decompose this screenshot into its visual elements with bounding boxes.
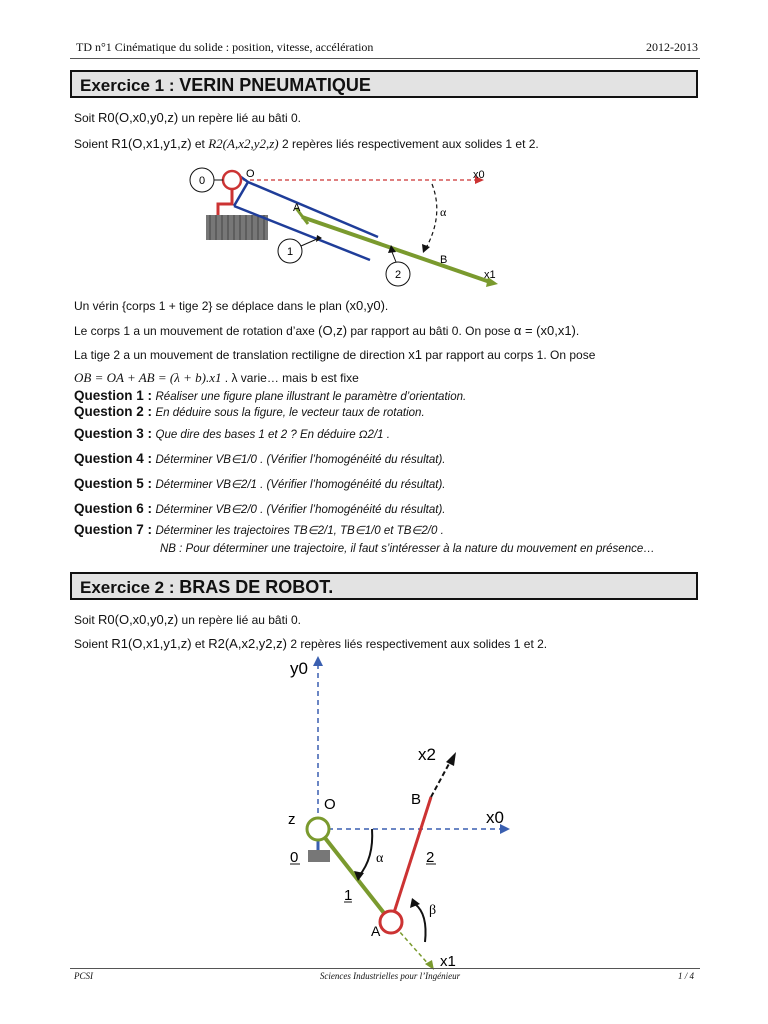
ex1-l1-pre: Soit	[74, 111, 99, 125]
question-6-text: Déterminer VB∈2/0 . (Vérifier l’homogénéité du résultat).	[155, 504, 446, 516]
alpha-arc	[426, 184, 437, 248]
ex2-frame-r1: R1(O,x1,y1,z)	[111, 636, 192, 651]
ex1-frame-line-1	[74, 110, 301, 125]
question-3-label: Question 3 :	[74, 426, 153, 441]
exercise-2-title: BRAS DE ROBOT.	[179, 577, 334, 597]
question-1	[74, 388, 466, 403]
ex1-p3-math: x1	[408, 347, 422, 362]
fig2-label-beta: β	[429, 903, 437, 918]
fig2-label-B: B	[411, 791, 422, 808]
ex1-p1-post: .	[384, 299, 389, 313]
ex1-p3-post: par rapport au corps 1. On pose	[421, 348, 596, 362]
fig1-label-1: 1	[286, 246, 294, 258]
ex1-paragraph-3	[74, 347, 595, 362]
fig1-label-B: B	[440, 254, 448, 266]
question-2-text: En déduire sous la figure, le vecteur taux de rotation.	[155, 407, 425, 419]
verin-figure	[170, 160, 510, 295]
pivot-support	[218, 188, 232, 215]
fig2-label-alpha: α	[376, 851, 384, 866]
fig1-label-2: 2	[394, 269, 402, 281]
base-block	[206, 215, 268, 240]
fig1-label-alpha: α	[440, 205, 447, 219]
ex1-frame-r0: R0(O,x0,y0,z)	[98, 110, 179, 125]
question-6-label: Question 6 :	[74, 501, 153, 516]
x2-axis	[431, 762, 450, 797]
ex1-p2-post: .	[575, 324, 580, 338]
fig2-label-A: A	[371, 923, 381, 939]
ex1-l2-post: 2 repères liés respectivement aux solides 1 et 2.	[278, 137, 539, 151]
footer-rule	[70, 968, 700, 969]
question-5-text: Déterminer VB∈2/1 . (Vérifier l’homogénéité du résultat).	[155, 479, 446, 491]
fig2-label-x1: x1	[440, 953, 456, 970]
question-3	[74, 426, 390, 441]
fig1-label-x0: x0	[473, 169, 485, 181]
ex2-l1-pre: Soit	[74, 613, 99, 627]
ex1-p2-math: (O,z)	[318, 323, 348, 338]
question-2	[74, 404, 425, 419]
ex1-p3-pre: La tige 2 a un mouvement de translation rectiligne de direction	[74, 348, 409, 362]
y0-arrowhead	[313, 656, 323, 666]
question-4-text: Déterminer VB∈1/0 . (Vérifier l’homogénéité du résultat).	[155, 454, 446, 466]
exercise-1-label: Exercice 1 :	[80, 76, 175, 95]
header-rule	[70, 58, 700, 59]
fig2-label-y0: y0	[290, 659, 308, 678]
note-nb: NB : Pour déterminer une trajectoire, il faut s’intéresser à la nature du mouvement en présence…	[160, 543, 655, 555]
fig2-label-x2: x2	[418, 745, 436, 764]
ex2-frame-r0: R0(O,x0,y0,z)	[98, 612, 179, 627]
ex1-paragraph-1	[74, 298, 388, 313]
page-header	[76, 40, 698, 56]
ex1-l2-pre: Soient	[74, 137, 112, 151]
joint-O	[307, 818, 329, 840]
footer-subject: Sciences Industrielles pour l’Ingénieur	[319, 971, 461, 981]
exercise-2-title-box	[70, 572, 698, 600]
arm-1	[318, 829, 391, 922]
exercise-2-label: Exercice 2 :	[80, 578, 175, 597]
ex2-frame-line-2	[74, 636, 547, 651]
ex1-p1-pre: Un vérin {corps 1 + tige 2} se déplace dans le plan	[74, 299, 346, 313]
question-6	[74, 501, 445, 516]
pivot-O	[223, 171, 241, 189]
robot-arm-figure	[270, 652, 540, 970]
ex1-l2-mid: et	[191, 137, 209, 151]
question-1-text: Réaliser une figure plane illustrant le paramètre d’orientation.	[155, 391, 467, 403]
ex1-paragraph-2	[74, 323, 579, 338]
ex2-l1-post: un repère lié au bâti 0.	[178, 613, 301, 627]
beta-arc	[415, 904, 426, 942]
ex1-frame-line-2	[74, 136, 539, 152]
fig2-label-O: O	[324, 796, 336, 813]
question-1-label: Question 1 :	[74, 388, 153, 403]
ex1-p4-math: OB = OA + AB = (λ + b).x1	[74, 370, 222, 385]
robot-base	[308, 850, 330, 862]
ex1-frame-r1: R1(O,x1,y1,z)	[111, 136, 192, 151]
header-year: 2012-2013	[646, 40, 698, 54]
ex1-p2-math2: α = (x0,x1)	[513, 323, 576, 338]
fig2-label-0: 0	[290, 849, 299, 866]
ex2-l2-pre: Soient	[74, 637, 112, 651]
fig2-label-2: 2	[426, 849, 435, 866]
question-3-text: Que dire des bases 1 et 2 ? En déduire Ω2/1 .	[155, 429, 390, 441]
exercise-1-title: VERIN PNEUMATIQUE	[179, 75, 371, 95]
ex2-l2-mid: et	[191, 637, 209, 651]
exercise-1-title-box	[70, 70, 698, 98]
question-4	[74, 451, 445, 466]
footer-page-number: 1 / 4	[677, 971, 694, 981]
ex1-p1-math: (x0,y0)	[345, 298, 385, 313]
question-2-label: Question 2 :	[74, 404, 153, 419]
fig1-label-O: O	[246, 168, 255, 180]
header-title: TD n°1 Cinématique du solide : position, vitesse, accélération	[76, 40, 374, 54]
x2-arrowhead	[446, 752, 456, 766]
ex1-p4-post: . λ varie… mais b est fixe	[221, 371, 359, 385]
ex2-l2-post: 2 repères liés respectivement aux solides 1 et 2.	[286, 637, 548, 651]
ex1-frame-r2: R2(A,x2,y2,z)	[208, 136, 279, 151]
ex1-paragraph-4	[74, 370, 359, 386]
ex1-p2-mid: par rapport au bâti 0. On pose	[347, 324, 514, 338]
fig1-label-x1: x1	[484, 269, 496, 281]
footer-class: PCSI	[74, 971, 93, 981]
fig2-label-x0: x0	[486, 808, 504, 827]
question-4-label: Question 4 :	[74, 451, 153, 466]
fig1-label-0: 0	[198, 175, 206, 187]
question-5	[74, 476, 445, 491]
ex1-l1-post: un repère lié au bâti 0.	[178, 111, 301, 125]
alpha-arc-2	[359, 829, 372, 876]
fig1-label-A: A	[293, 202, 301, 214]
ex1-p2-pre: Le corps 1 a un mouvement de rotation d’axe	[74, 324, 319, 338]
question-5-label: Question 5 :	[74, 476, 153, 491]
fig2-label-z: z	[288, 811, 296, 828]
question-7-label: Question 7 :	[74, 522, 153, 537]
ex2-frame-line-1	[74, 612, 301, 627]
joint-A	[380, 911, 402, 933]
ex2-frame-r2: R2(A,x2,y2,z)	[208, 636, 287, 651]
fig2-label-1: 1	[344, 887, 353, 904]
question-7	[74, 522, 444, 537]
question-7-text: Déterminer les trajectoires TB∈2/1, TB∈1/0 et TB∈2/0 .	[155, 525, 444, 537]
